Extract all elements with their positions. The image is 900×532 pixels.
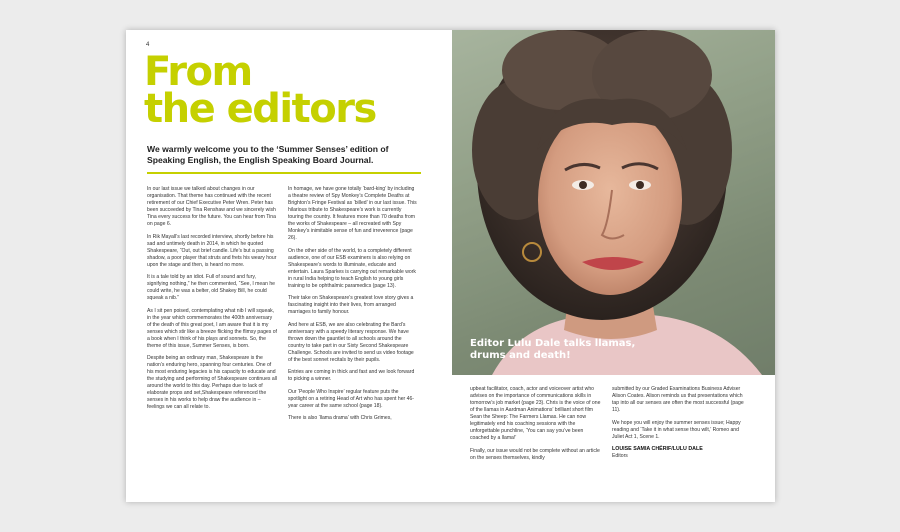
- article-column-3: [470, 386, 603, 467]
- accent-rule: [147, 172, 421, 174]
- paragraph: And here at ESB, we are also celebrating the Bard’s anniversary with a speedy literary response. We have thrown down the gauntlet to all schools around the country to take part in our Sixty Second Shakespeare Challenge. Schools are invited to send us video footage of the best sonnet recitals by their pupils.: [288, 321, 414, 363]
- article-column-4: [612, 386, 745, 460]
- paragraph: Despite being an ordinary man, Shakespeare is the nation’s enduring hero, spanning four centuries. One of his most enduring legacies is his capacity to educate and the studying and performing of Shakespeare continues all around the world to this day. Perhaps due to lack of elaborate props and set,Shakespeare referenced the senses in his works to help draw the audience in – feelings we can all relate to.: [147, 355, 277, 410]
- article-column-1: [147, 186, 277, 417]
- paragraph: Their take on Shakespeare’s greatest love story gives a fascinating insight into their lives, from arranged marriages to family honour.: [288, 295, 414, 315]
- signature-role: Editors: [612, 453, 628, 459]
- paragraph: As I sit pen poised, contemplating what nib I will squeak, in the year which commemorates the 400th anniversary of the death of this great poet, I am aware that it is my senses which stir like a breeze flicking the flimsy pages of a book when I think of his plays and sonnets. So, the theme of this issue, Summer Senses, is born.: [147, 307, 277, 349]
- paragraph: Entries are coming in thick and fast and we look forward to picking a winner.: [288, 369, 415, 382]
- paragraph: It is a tale told by an idiot. Full of sound and fury, signifying nothing,” he then commented, “See, I mean he could write, he was a belter, old Shakey Bill, he could squeak a nib.”: [147, 274, 275, 301]
- paragraph: Our ‘People Who Inspire’ regular feature puts the spotlight on a retiring Head of Art who has spent her 46-year career at the same school (page 18).: [288, 388, 415, 409]
- paragraph: upbeat facilitator, coach, actor and voiceover artist who advises on the importance of communications skills in tomorrow’s job market (page 23). Chris is the voice of one of the llamas in Aardman Animations’ brilliant short film Sean the Sheep: The Farmers Llamas. He can now legitimately end his coaching sessions with the unforgettable punchline, ‘You can say you’ve been coached by a llama!’: [470, 386, 601, 441]
- editor-portrait-photo: [452, 30, 775, 375]
- paragraph: There is also ‘llama drama’ with Chris Grimes,: [288, 415, 392, 421]
- paragraph: In our last issue we talked about changes in our organisation. That theme has continued with the recent retirement of our Chief Executive Peter Wren. Peter has been succeeded by Tina Renshaw and we sincerely wish Tina every success for the future. You can hear from Tina on page 6.: [147, 186, 276, 227]
- paragraph: In Rik Mayall’s last recorded interview, shortly before his sad and untimely death in 2014, in which he quoted Shakespeare, “Out, out brief candle. Life’s but a passing shadow, a poor player that struts and frets his weary hour upon the stage and then, is heard no more.: [147, 233, 277, 268]
- headline-line-1: From: [144, 49, 252, 95]
- paragraph: On the other side of the world, to a completely different audience, one of our ESB examiners is also relying on Shakespeare’s words to illuminate, educate and entertain. Laura Sparkes is carrying out remarkable work in rural India helping to teach English to young girls training to be ophthalmic paramedics (page 13).: [288, 247, 416, 289]
- signature-name: LOUISE SAMIA CHÉRIF/LULU DALE: [612, 446, 703, 452]
- headline-line-2: the editors: [144, 86, 376, 132]
- portrait-illustration: [452, 30, 775, 375]
- paragraph: Finally, our issue would not be complete without an article on the senses themselves, kindly: [470, 447, 600, 461]
- page-number: 4: [146, 42, 150, 48]
- paragraph: submitted by our Graded Examinations Business Adviser Alison Coates. Alison reminds us that presentations which tap into all our senses are often the most successful (page 11).: [612, 386, 744, 413]
- paragraph: We hope you will enjoy the summer senses issue; Happy reading and ‘Take it in what sense thou wilt,’ Romeo and Juliet Act 1, Scene 1.: [612, 419, 741, 440]
- article-column-2: [288, 186, 418, 428]
- standfirst: We warmly welcome you to the ‘Summer Senses’ edition of Speaking English, the English Speaking Board Journal.: [147, 144, 389, 165]
- headline: [144, 49, 444, 132]
- paragraph: In homage, we have gone totally ‘bard-king’ by including a theatre review of Spy Monkey’s Complete Deaths at Brighton’s Fringe Festival as ‘billed’ in our last issue. This hilarious tribute to Shakespeare’s work is currently touring the country. It features more than 70 deaths from the works of Shakespeare – all recreated with Spy Monkey’s inimitable sense of fun and irreverence (page 26).: [288, 186, 417, 241]
- photo-caption: Editor Lulu Dale talks llamas, drums and death!: [470, 338, 636, 361]
